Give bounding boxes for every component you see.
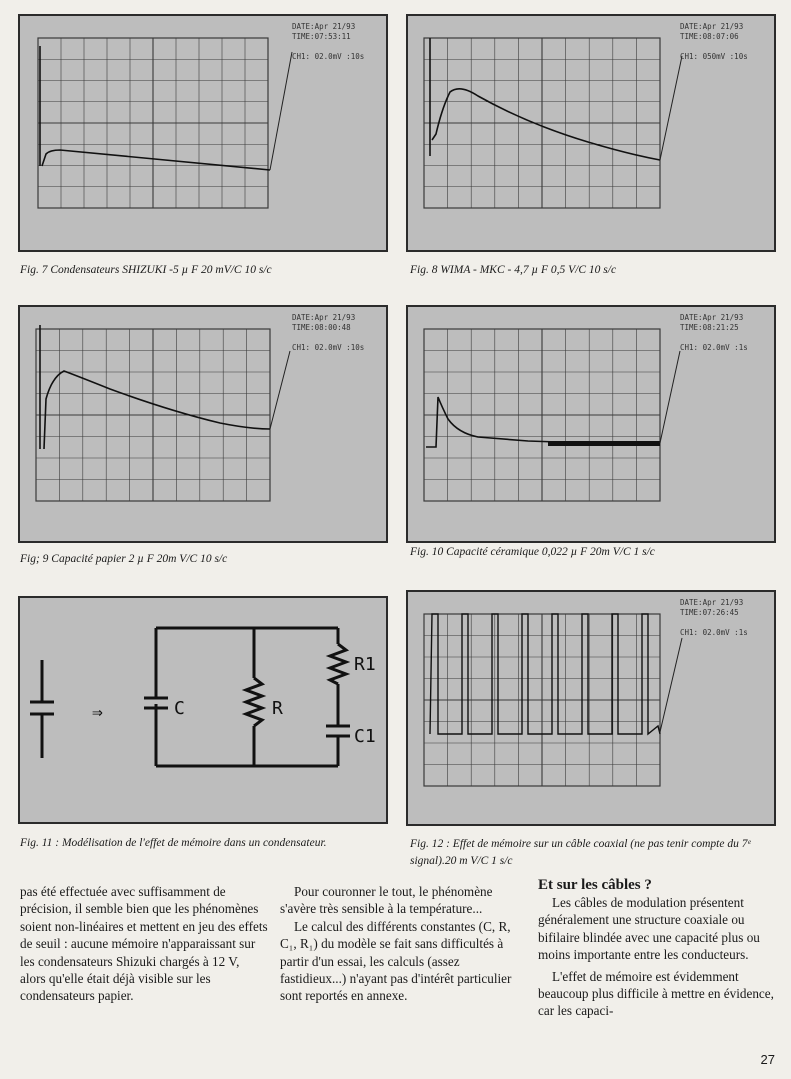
col2-paragraph-2: Le calcul des différents constantes (C, R, C₁, R₁) du modèle se fait sans difficultés à partir d'un essai, les calculs (assez fastidieux...) n'ayant pas d'intérêt particulier sont reportés en annexe. [280,918,512,1004]
fig10-oscilloscope [406,305,776,543]
fig8-caption: Fig. 8 WIMA - MKC - 4,7 µ F 0,5 V/C 10 s/c [410,264,617,276]
fig10-date: DATE:Apr 21/93 [680,313,744,322]
fig12-caption: Fig. 12 : Effet de mémoire sur un câble coaxial (ne pas tenir compte du 7ᵉ signal).20 m V/C 1 s/c [410,838,751,867]
fig11-label-r1: R1 [354,654,376,675]
fig12-ch: CH1: 02.0mV :1s [680,628,748,637]
fig10-time: TIME:08:21:25 [680,323,739,332]
fig10-trace [426,397,660,447]
fig12-oscilloscope [406,590,776,826]
fig7-pointer [270,52,292,170]
fig7-ch: CH1: 02.0mV :10s [292,52,365,61]
fig8-ch: CH1: 050mV :10s [680,52,748,61]
fig12-pointer [660,638,682,732]
text-column-3 [538,876,778,1020]
fig12-date: DATE:Apr 21/93 [680,598,744,607]
fig8-time: TIME:08:07:06 [680,32,739,41]
fig8-date: DATE:Apr 21/93 [680,22,744,31]
fig12-trace [430,614,660,734]
fig9-ch: CH1: 02.0mV :10s [292,343,365,352]
col2-paragraph-1: Pour couronner le tout, le phénomène s'avère très sensible à la température... [280,884,493,917]
fig11-diagram [20,598,386,822]
fig8-readout [680,22,748,62]
col3-heading: Et sur les câbles ? [538,877,652,893]
col3-paragraph-1: Les câbles de modulation présentent généralement une structure coaxiale ou bifilaire blindée avec une capacité plus ou moins importante entre les conducteurs. [538,895,760,963]
page-number: 27 [760,1052,775,1067]
fig11-label-c: C [174,698,185,719]
fig9-date: DATE:Apr 21/93 [292,313,356,322]
fig7-grid [38,38,268,208]
text-column-2 [280,883,525,1005]
fig7-readout [292,22,364,62]
fig7-oscilloscope [18,14,388,252]
fig12-readout [680,598,748,638]
fig10-noise-band [548,441,660,446]
oscilloscope-grid [424,614,660,786]
fig8-trace [430,38,660,160]
fig9-readout [292,313,364,353]
oscilloscope-grid [424,329,660,501]
fig12-time: TIME:07:26:45 [680,608,739,617]
fig9-caption: Fig; 9 Capacité papier 2 µ F 20m V/C 10 s/c [20,553,228,565]
fig7-date: DATE:Apr 21/93 [292,22,356,31]
oscilloscope-grid [36,329,270,501]
fig7-time: TIME:07:53:11 [292,32,351,41]
oscilloscope-grid [424,38,660,208]
fig10-pointer [660,351,680,443]
text-column-1 [20,883,268,1005]
fig11-caption: Fig. 11 : Modélisation de l'effet de mémoire dans un condensateur. [20,837,327,849]
fig9-oscilloscope [18,305,388,543]
fig11-schematic [18,596,388,824]
fig7-trace [40,46,270,170]
col3-paragraph-2: L'effet de mémoire est évidemment beaucoup plus difficile à mettre en évidence, car les capaci- [538,968,774,1019]
fig11-label-r: R [272,698,283,719]
fig9-pointer [270,351,290,429]
fig8-pointer [660,56,682,160]
fig9-trace [40,325,270,449]
fig10-caption: Fig. 10 Capacité céramique 0,022 µ F 20m V/C 1 s/c [410,546,655,558]
col1-paragraph: pas été effectuée avec suffisamment de précision, il semble bien que les phénomènes soient non-linéaires et mettent en jeu des effets de seuil : aucune mémoire n'apparaissant sur les condensateurs Shizuki chargés à 12 V, alors qu'elle était déjà visible sur les condensateurs papier. [20,884,268,1004]
fig8-oscilloscope [406,14,776,252]
fig10-readout [680,313,748,353]
fig7-caption: Fig. 7 Condensateurs SHIZUKI -5 µ F 20 mV/C 10 s/c [20,264,272,276]
fig11-label-c1: C1 [354,726,376,747]
fig10-ch: CH1: 02.0mV :1s [680,343,748,352]
fig9-time: TIME:08:00:48 [292,323,351,332]
fig11-arrow: ⇒ [92,702,103,723]
